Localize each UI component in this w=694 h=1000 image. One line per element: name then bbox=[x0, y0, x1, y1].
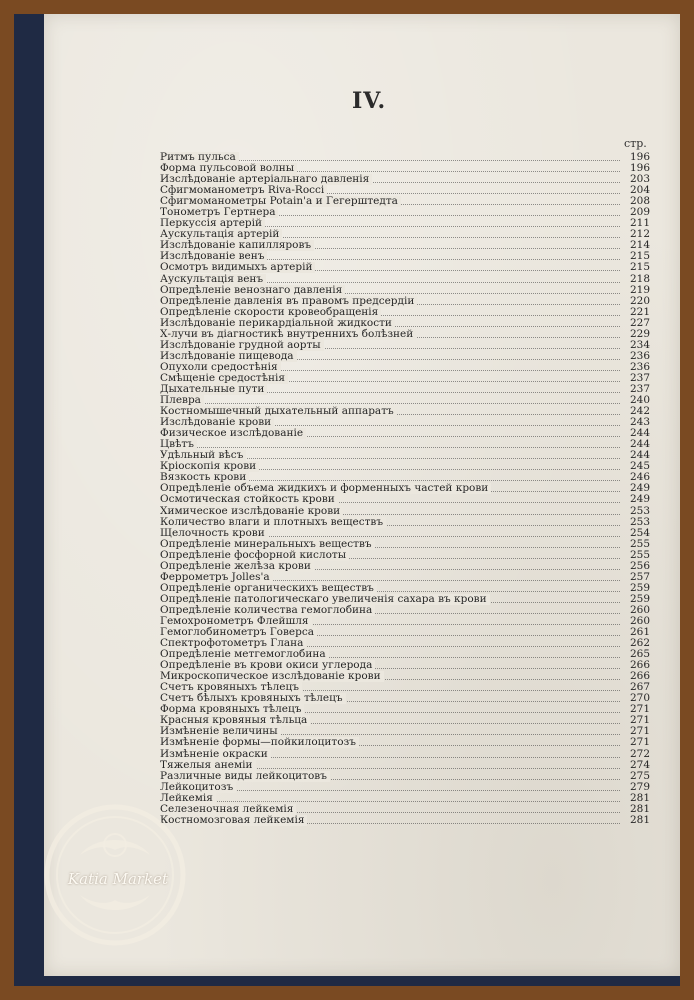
toc-entry-page: 249 bbox=[629, 493, 650, 506]
toc-entry-title: Опредѣленіе венознаго давленія bbox=[160, 285, 345, 296]
toc-entry-title: Опредѣленіе въ крови окиси углерода bbox=[160, 660, 375, 671]
toc-entry-title: Опредѣленіе фосфорной кислоты bbox=[160, 550, 349, 561]
toc-entry-title: Измѣненіе формы—пойкилоцитозъ bbox=[160, 737, 359, 748]
toc-entry bbox=[160, 296, 650, 307]
toc-entry-page: 274 bbox=[629, 758, 650, 771]
toc-entry-page: 249 bbox=[629, 482, 650, 495]
toc-entry bbox=[160, 285, 650, 296]
toc-entry-page: 244 bbox=[629, 427, 650, 440]
dot-leader bbox=[160, 395, 620, 404]
table-of-contents bbox=[160, 152, 650, 826]
toc-entry-page: 218 bbox=[629, 272, 650, 285]
toc-entry bbox=[160, 737, 650, 748]
toc-entry-title: Сфигмоманометръ Riva-Rocci bbox=[160, 185, 327, 196]
toc-entry-page: 267 bbox=[629, 681, 650, 694]
toc-entry bbox=[160, 494, 650, 505]
toc-entry-page: 236 bbox=[629, 349, 650, 362]
toc-entry-title: Дыхательные пути bbox=[160, 384, 267, 395]
toc-entry-title: Гемохронометръ Флейшля bbox=[160, 616, 312, 627]
toc-entry bbox=[160, 749, 650, 760]
toc-entry-page: 245 bbox=[629, 460, 650, 473]
toc-entry-title: Тонометръ Гертнера bbox=[160, 207, 278, 218]
toc-entry-title: Кріоскопія крови bbox=[160, 461, 259, 472]
toc-entry-page: 259 bbox=[629, 592, 650, 605]
toc-entry-page: 260 bbox=[629, 614, 650, 627]
toc-entry-title: Изслѣдованіе пищевода bbox=[160, 351, 297, 362]
toc-entry-page: 266 bbox=[629, 659, 650, 672]
watermark-name: Katia Market bbox=[67, 870, 169, 888]
toc-entry-title: Различные виды лейкоцитовъ bbox=[160, 771, 330, 782]
toc-entry-title: Цвѣтъ bbox=[160, 439, 197, 450]
toc-entry-title: Опредѣленіе минеральныхъ веществъ bbox=[160, 539, 375, 550]
toc-entry-title: Селезеночная лейкемія bbox=[160, 804, 296, 815]
toc-entry-page: 279 bbox=[629, 780, 650, 793]
toc-entry-page: 203 bbox=[629, 173, 650, 186]
toc-entry-title: Феррометръ Jolles'а bbox=[160, 572, 273, 583]
toc-entry-title: Опредѣленіе метгемоглобина bbox=[160, 649, 329, 660]
toc-entry-title: Изслѣдованіе капилляровъ bbox=[160, 240, 314, 251]
toc-entry-title: Сфигмоманометры Potain'а и Гегерштедта bbox=[160, 196, 401, 207]
toc-entry-page: 271 bbox=[629, 714, 650, 727]
toc-entry bbox=[160, 771, 650, 782]
toc-entry-title: Осмотръ видимыхъ артерій bbox=[160, 262, 315, 273]
toc-entry-title: Аускультація артерій bbox=[160, 229, 282, 240]
toc-entry-page: 259 bbox=[629, 581, 650, 594]
toc-entry-page: 196 bbox=[629, 151, 650, 163]
toc-entry-title: Форма пульсовой волны bbox=[160, 163, 297, 174]
toc-entry bbox=[160, 506, 650, 517]
toc-entry-page: 246 bbox=[629, 471, 650, 484]
toc-entry-page: 271 bbox=[629, 703, 650, 716]
toc-entry-page: 281 bbox=[629, 802, 650, 815]
dot-leader bbox=[160, 793, 620, 802]
toc-entry-page: 255 bbox=[629, 537, 650, 550]
toc-entry-page: 242 bbox=[629, 405, 650, 418]
toc-entry-title: Опредѣленіе патологическаго увеличенія сахара въ крови bbox=[160, 594, 490, 605]
toc-entry-page: 211 bbox=[629, 217, 650, 230]
toc-entry-title: Опредѣленіе желѣза крови bbox=[160, 561, 314, 572]
toc-entry-title: Лейкоцитозъ bbox=[160, 782, 236, 793]
toc-entry-page: 243 bbox=[629, 416, 650, 429]
toc-entry bbox=[160, 274, 650, 285]
toc-entry-page: 229 bbox=[629, 327, 650, 340]
toc-entry-title: Форма кровяныхъ тѣлецъ bbox=[160, 704, 304, 715]
toc-entry bbox=[160, 428, 650, 439]
toc-entry-title: Опредѣленіе органическихъ веществъ bbox=[160, 583, 377, 594]
dot-leader bbox=[160, 439, 620, 448]
toc-entry-title: Ритмъ пульса bbox=[160, 152, 239, 163]
toc-entry-page: 257 bbox=[629, 570, 650, 583]
toc-entry-page: 240 bbox=[629, 394, 650, 407]
toc-entry-title: Измѣненіе величины bbox=[160, 726, 281, 737]
toc-entry-page: 219 bbox=[629, 283, 650, 296]
toc-entry-title: Лейкемія bbox=[160, 793, 216, 804]
toc-entry-page: 271 bbox=[629, 736, 650, 749]
toc-entry-page: 212 bbox=[629, 228, 650, 241]
toc-entry bbox=[160, 528, 650, 539]
toc-entry-page: 262 bbox=[629, 637, 650, 650]
toc-entry-title: Опредѣленіе объема жидкихъ и форменныхъ частей крови bbox=[160, 483, 491, 494]
toc-entry bbox=[160, 782, 650, 793]
toc-entry-page: 221 bbox=[629, 305, 650, 318]
page-roman-numeral: IV. bbox=[352, 88, 387, 114]
toc-entry-title: Изслѣдованіе перикардіальной жидкости bbox=[160, 318, 395, 329]
toc-entry-page: 227 bbox=[629, 316, 650, 329]
toc-entry-title: Опредѣленіе количества гемоглобина bbox=[160, 605, 375, 616]
toc-entry-title: Вязкость крови bbox=[160, 472, 249, 483]
toc-entry-page: 234 bbox=[629, 338, 650, 351]
toc-entry-page: 270 bbox=[629, 692, 650, 705]
toc-entry bbox=[160, 262, 650, 273]
toc-entry-title: Тяжелыя анеміи bbox=[160, 760, 256, 771]
toc-entry-title: Удѣльный вѣсъ bbox=[160, 450, 246, 461]
toc-entry-page: 253 bbox=[629, 515, 650, 528]
toc-entry-title: Изслѣдованіе крови bbox=[160, 417, 274, 428]
toc-entry-page: 214 bbox=[629, 239, 650, 252]
toc-entry-title: Количество влаги и плотныхъ веществъ bbox=[160, 517, 386, 528]
toc-entry-page: 215 bbox=[629, 261, 650, 274]
toc-entry bbox=[160, 517, 650, 528]
toc-entry-page: 272 bbox=[629, 747, 650, 760]
toc-entry-page: 271 bbox=[629, 725, 650, 738]
toc-entry-page: 261 bbox=[629, 626, 650, 639]
toc-entry-title: Опухоли средостѣнія bbox=[160, 362, 281, 373]
toc-entry-page: 237 bbox=[629, 371, 650, 384]
toc-entry bbox=[160, 384, 650, 395]
toc-entry-page: 220 bbox=[629, 294, 650, 307]
toc-entry-title: Химическое изслѣдованіе крови bbox=[160, 506, 343, 517]
toc-entry-page: 208 bbox=[629, 195, 650, 208]
toc-entry-page: 256 bbox=[629, 559, 650, 572]
toc-entry-title: Х-лучи въ діагностикѣ внутреннихъ болѣзней bbox=[160, 329, 416, 340]
toc-entry-title: Опредѣленіе давленія въ правомъ предсердіи bbox=[160, 296, 417, 307]
toc-entry-title: Опредѣленіе скорости кровеобращенія bbox=[160, 307, 381, 318]
page-column-label: стр. bbox=[624, 137, 647, 150]
toc-entry-page: 244 bbox=[629, 438, 650, 451]
toc-entry-page: 281 bbox=[629, 791, 650, 804]
toc-entry bbox=[160, 815, 650, 826]
toc-entry-page: 275 bbox=[629, 769, 650, 782]
toc-entry-page: 253 bbox=[629, 504, 650, 517]
toc-entry bbox=[160, 760, 650, 771]
toc-entry-page: 260 bbox=[629, 603, 650, 616]
toc-entry-page: 244 bbox=[629, 449, 650, 462]
toc-entry-title: Осмотическая стойкость крови bbox=[160, 494, 338, 505]
toc-entry-page: 281 bbox=[629, 813, 650, 826]
toc-entry-title: Щелочность крови bbox=[160, 528, 268, 539]
toc-entry-page: 254 bbox=[629, 526, 650, 539]
toc-entry-title: Измѣненіе окраски bbox=[160, 749, 271, 760]
toc-entry-page: 209 bbox=[629, 206, 650, 219]
toc-entry-title: Счетъ бѣлыхъ кровяныхъ тѣлецъ bbox=[160, 693, 346, 704]
toc-entry-title: Микроскопическое изслѣдованіе крови bbox=[160, 671, 384, 682]
toc-entry-title: Перкуссія артерій bbox=[160, 218, 265, 229]
toc-entry-title: Изслѣдованіе грудной аорты bbox=[160, 340, 324, 351]
toc-entry-page: 265 bbox=[629, 648, 650, 661]
toc-entry-page: 196 bbox=[629, 162, 650, 175]
toc-entry-title: Костномозговая лейкемія bbox=[160, 815, 307, 826]
toc-entry-title: Изслѣдованіе венъ bbox=[160, 251, 267, 262]
toc-entry-page: 204 bbox=[629, 184, 650, 197]
toc-entry-title: Аускультація венъ bbox=[160, 274, 266, 285]
toc-entry-title: Смѣщеніе средостѣнія bbox=[160, 373, 288, 384]
toc-entry-title: Гемоглобинометръ Говерса bbox=[160, 627, 317, 638]
toc-entry-title: Спектрофотометръ Глана bbox=[160, 638, 306, 649]
toc-entry-page: 236 bbox=[629, 360, 650, 373]
toc-entry-page: 255 bbox=[629, 548, 650, 561]
toc-entry-title: Счетъ кровяныхъ тѣлецъ bbox=[160, 682, 302, 693]
toc-entry-page: 237 bbox=[629, 382, 650, 395]
toc-entry-title: Физическое изслѣдованіе bbox=[160, 428, 306, 439]
toc-entry-title: Плевра bbox=[160, 395, 204, 406]
toc-entry-title: Костномышечный дыхательный аппаратъ bbox=[160, 406, 397, 417]
toc-entry-title: Изслѣдованіе артеріальнаго давленія bbox=[160, 174, 372, 185]
toc-entry-page: 215 bbox=[629, 250, 650, 263]
toc-entry-title: Красныя кровяныя тѣльца bbox=[160, 715, 310, 726]
toc-entry-page: 266 bbox=[629, 670, 650, 683]
